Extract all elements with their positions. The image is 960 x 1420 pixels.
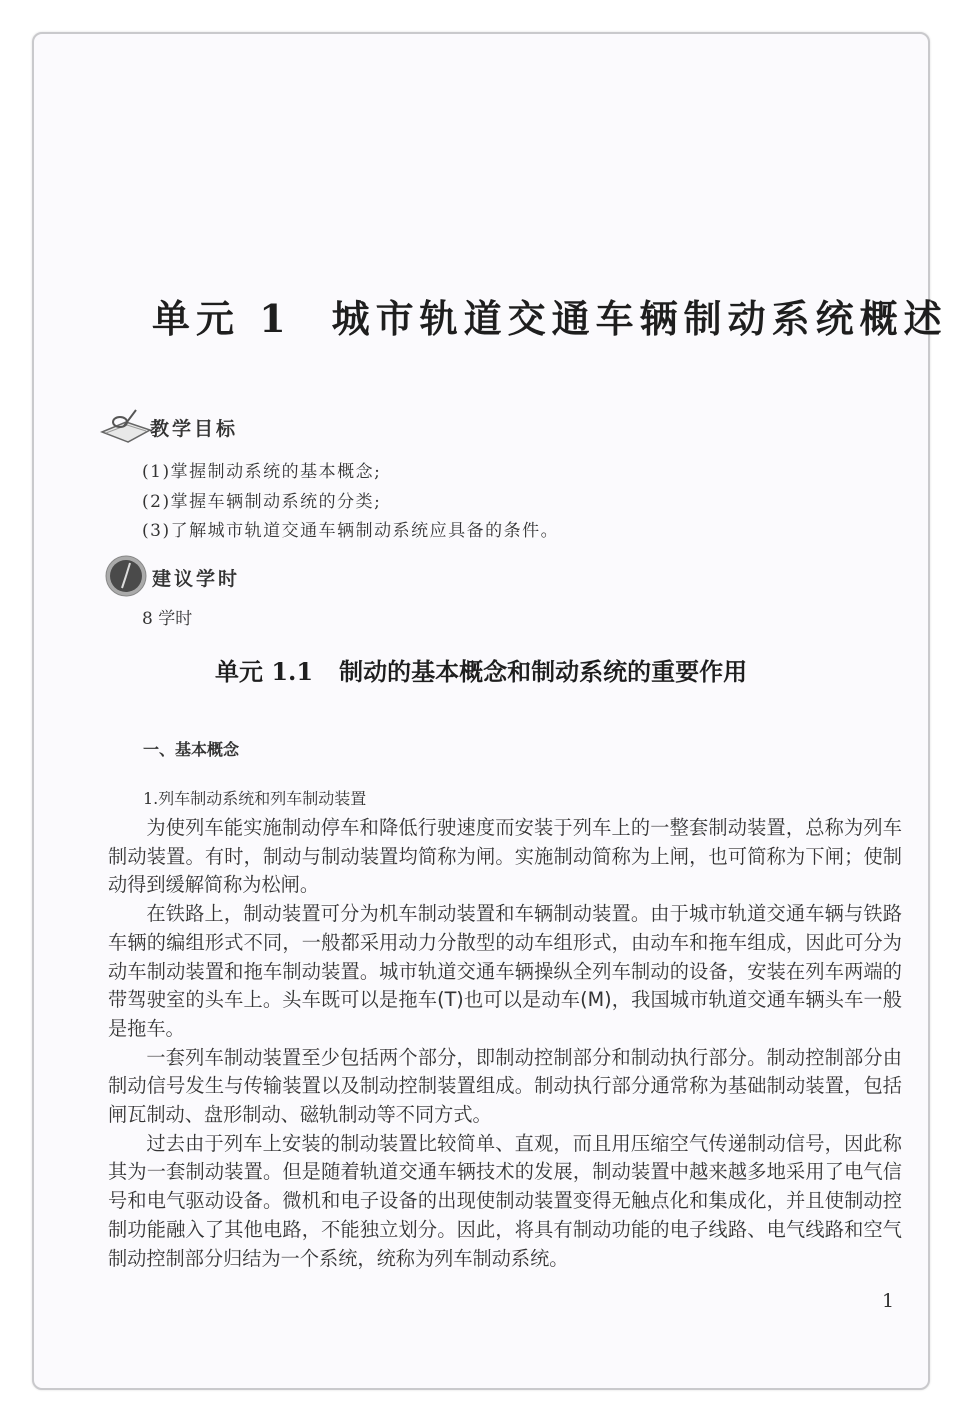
objective-item: (3)了解城市轨道交通车辆制动系统应具备的条件。	[142, 521, 560, 541]
section-heading: 一、基本概念	[143, 740, 240, 759]
unit-title-text: 制动的基本概念和制动系统的重要作用	[339, 657, 748, 686]
objective-item: (1)掌握制动系统的基本概念;	[142, 462, 382, 482]
objectives-heading: 教学目标	[150, 418, 239, 440]
unit-number: 单元 1.1	[215, 657, 314, 686]
paragraph: 在铁路上，制动装置可分为机车制动装置和车辆制动装置。由于城市轨道交通车辆与铁路车辆的编组形式不同，一般都采用动力分散型的动车组形式，由动车和拖车组成，因此可分为动车制动装置和拖车制动装置。城市轨道交通车辆操纵全列车制动的设备，安装在列车两端的带驾驶室的头车上。头车既可以是拖车(T)也可以是动车(M)，我国城市轨道交通车辆头车一般是拖车。	[108, 902, 902, 1040]
subsection-heading: 1.列车制动系统和列车制动装置	[143, 789, 367, 808]
paragraph: 一套列车制动装置至少包括两个部分，即制动控制部分和制动执行部分。制动控制部分由制动信号发生与传输装置以及制动控制装置组成。制动执行部分通常称为基础制动装置，包括闸瓦制动、盘形制动、磁轨制动等不同方式。	[108, 1045, 902, 1127]
clock-icon	[104, 554, 148, 598]
body-text	[108, 814, 902, 1273]
hours-heading: 建议学时	[152, 568, 241, 590]
paragraph: 过去由于列车上安装的制动装置比较简单、直观，而且用压缩空气传递制动信号，因此称其为一套制动装置。但是随着轨道交通车辆技术的发展，制动装置中越来越多地采用了电气信号和电气驱动设备。微机和电子设备的出现使制动装置变得无触点化和集成化，并且使制动控制功能融入了其他电路，不能独立划分。因此，将具有制动功能的电子线路、电气线路和空气制动控制部分归结为一个系统，统称为列车制动系统。	[108, 1131, 902, 1270]
paragraph: 为使列车能实施制动停车和降低行驶速度而安装于列车上的一整套制动装置，总称为列车制动装置。有时，制动与制动装置均简称为闸。实施制动简称为上闸，也可简称为下闸；使制动得到缓解简称为松闸。	[108, 816, 902, 897]
unit-title	[215, 652, 747, 687]
objective-item: (2)掌握车辆制动系统的分类;	[142, 492, 382, 512]
chapter-title-text: 城市轨道交通车辆制动系统概述	[331, 296, 948, 341]
chapter-number: 单元 1	[152, 296, 292, 341]
chapter-title	[152, 288, 948, 343]
book-pencil-icon	[100, 408, 152, 444]
hours-value: 8 学时	[142, 609, 193, 629]
page-number: 1	[882, 1290, 895, 1312]
